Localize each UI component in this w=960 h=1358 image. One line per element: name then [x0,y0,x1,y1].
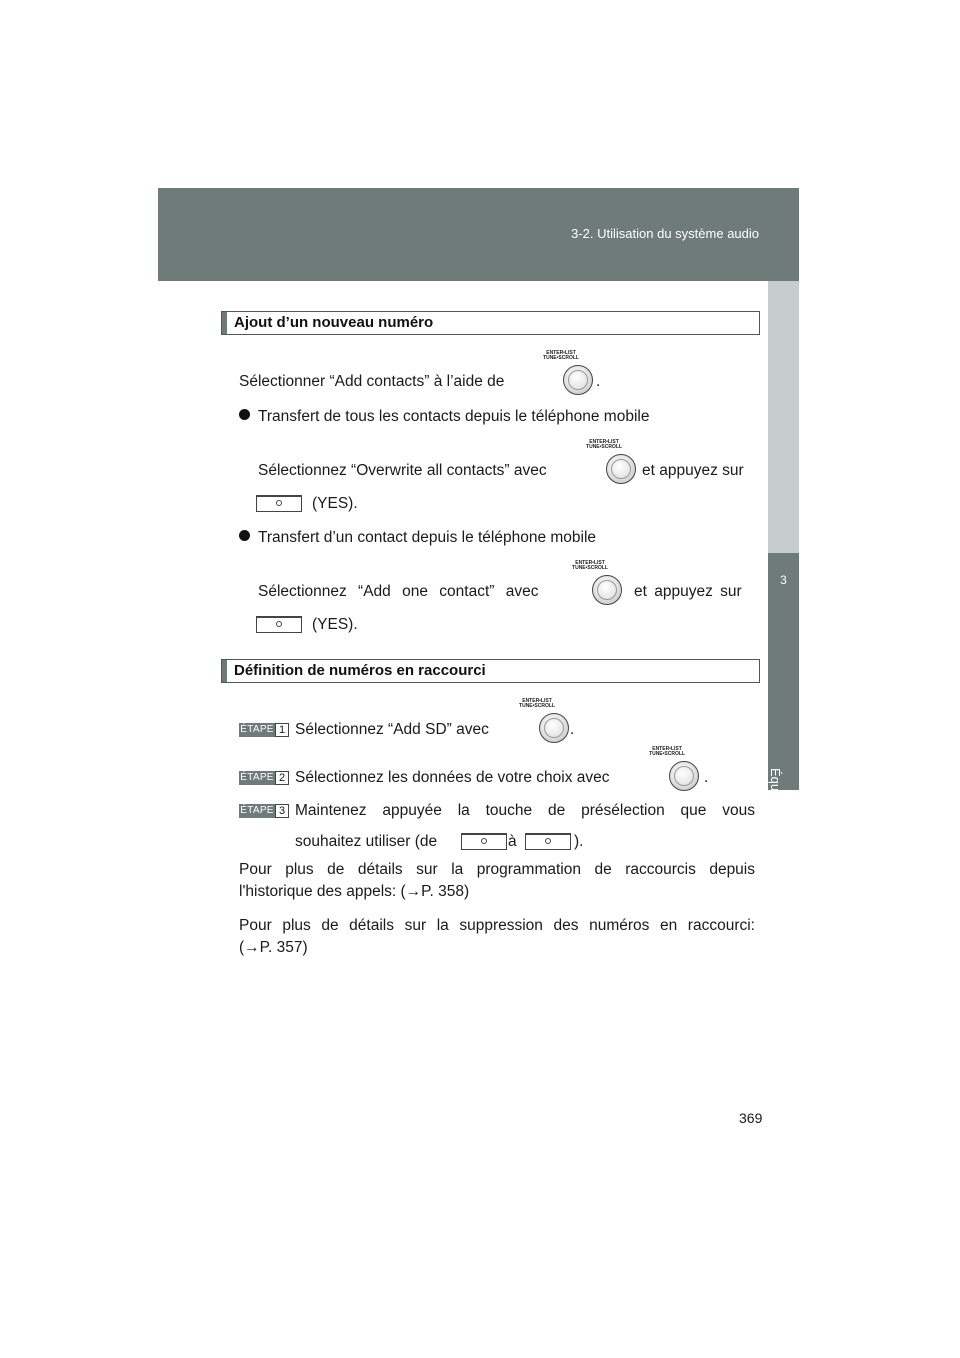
intro-text: Sélectionner “Add contacts” à l’aide de [239,373,505,390]
step-period: . [570,721,575,738]
step-label: ÉTAPE [240,805,274,816]
step-number: 1 [275,723,289,737]
paragraph-line: l'historique des appels: (→P. 358) [239,883,470,900]
section-heading-speed-dial [221,659,760,683]
bullet-icon [239,409,250,420]
step-number: 2 [275,771,289,785]
bullet-line: et appuyez sur [642,462,744,479]
step-text: Maintenez appuyée la touche de présélection que vous [295,802,755,819]
tune-scroll-knob-icon [543,350,593,395]
chapter-number: 3 [780,573,787,587]
step-text: Sélectionnez “Add SD” avec [295,721,489,738]
knob-label: ENTER•LIST TUNE•SCROLL [543,350,579,361]
bullet-title [239,407,649,427]
section-heading-new-number [221,311,760,335]
preset-button-icon [461,833,505,849]
bullet-title-text: Transfert d’un contact depuis le téléphone mobile [258,529,597,546]
step-label: ÉTAPE [240,724,274,735]
step-text: ). [574,833,584,850]
bullet-line: Sélectionnez “Overwrite all contacts” avec [258,462,547,479]
bullet-line: et appuyez sur [634,583,742,600]
knob-label: ENTER•LIST TUNE•SCROLL [649,746,685,757]
chapter-side-tab [768,553,799,901]
step-badge [239,723,289,737]
tune-scroll-knob-icon [572,560,622,605]
step-label: ÉTAPE [240,772,274,783]
knob-label: ENTER•LIST TUNE•SCROLL [519,698,555,709]
heading-accent [222,312,227,334]
page-number: 369 [739,1110,763,1126]
bullet-line: (YES). [312,495,358,512]
step-text: Sélectionnez les données de votre choix avec [295,769,610,786]
side-tab-spacer [768,281,799,553]
bullet-line: Sélectionnez “Add one contact” avec [258,583,539,600]
bullet-title-text: Transfert de tous les contacts depuis le téléphone mobile [258,408,650,425]
paragraph-line: Pour plus de détails sur la suppression des numéros en raccourci: [239,917,755,934]
bullet-title [239,528,596,548]
section-title: Ajout d’un nouveau numéro [234,314,434,331]
tune-scroll-knob-icon [519,698,569,743]
knob-label: ENTER•LIST TUNE•SCROLL [572,560,608,571]
chapter-side-label: Équipements intérieurs [768,768,783,901]
paragraph-line: (→P. 357) [239,939,308,956]
preset-button-icon [525,833,569,849]
knob-label: ENTER•LIST TUNE•SCROLL [586,439,622,450]
step-badge [239,771,289,785]
section-title: Définition de numéros en raccourci [234,662,486,679]
header-band [158,188,799,281]
step-text: à [508,833,517,850]
paragraph-line: Pour plus de détails sur la programmation de raccourcis depuis [239,861,755,878]
step-badge [239,804,289,818]
step-text: souhaitez utiliser (de [295,833,438,850]
chapter-title: 3-2. Utilisation du système audio [571,226,759,241]
heading-accent [222,660,227,682]
step-period: . [704,769,709,786]
tune-scroll-knob-icon [586,439,636,484]
bullet-line: (YES). [312,616,358,633]
step-number: 3 [275,804,289,818]
intro-period: . [596,373,601,390]
preset-button-icon [256,495,300,511]
tune-scroll-knob-icon [649,746,699,791]
bullet-icon [239,530,250,541]
preset-button-icon [256,616,300,632]
